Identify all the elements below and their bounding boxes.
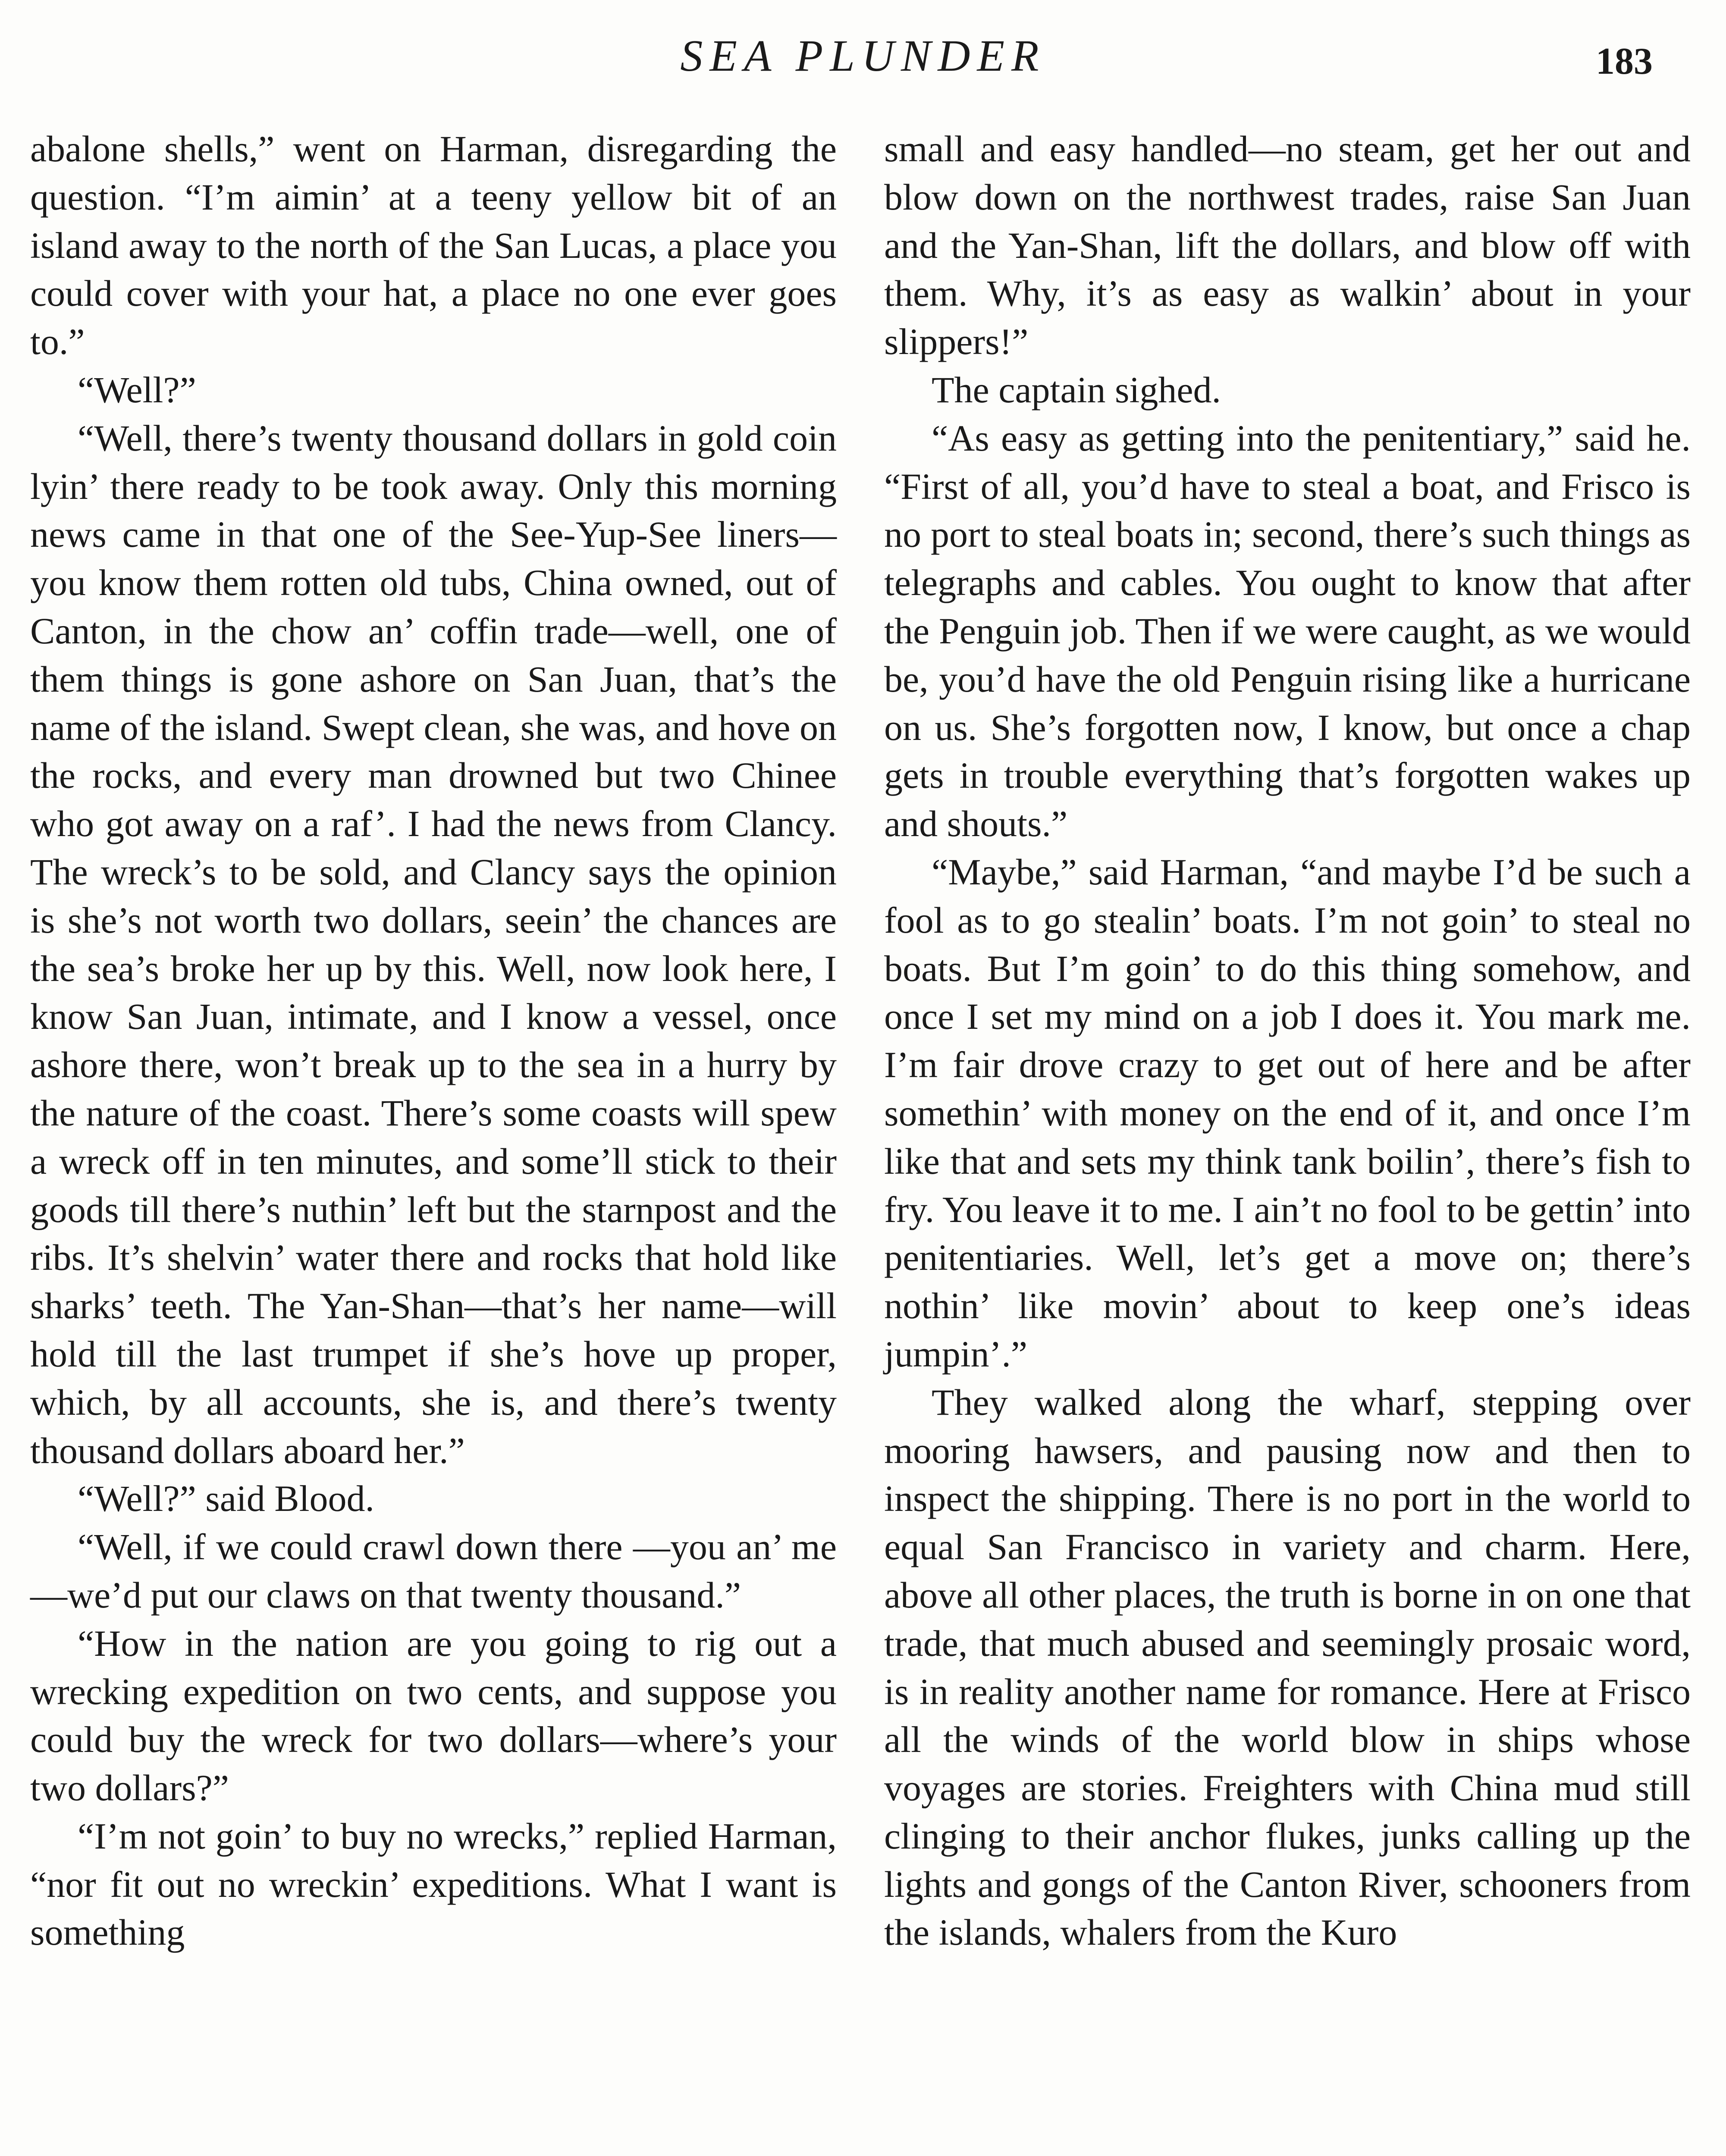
paragraph: abalone shells,” went on Harman, disregarding the question. “I’m aimin’ at a teeny yellow bit of an island away to the north of the San Lucas, a place you could cover with your hat, a place no one ever goes to.” [30, 128, 837, 363]
paragraph: “Well, there’s twenty thousand dollars in gold coin lyin’ there ready to be took away. Only this morning news came in that one of the See-Yup-See liners—you know them rotten old tubs, China owned, out of Canton, in the chow an’ coffin trade—well, one of them things is gone ashore on San Juan, that’s the name of the island. Swept clean, she was, and hove on the rocks, and every man drowned but two Chinee who got away on a raf’. I had the news from Clancy. The wreck’s to be sold, and Clancy says the opinion is she’s not worth two dollars, seein’ the chances are the sea’s broke her up by this. Well, now look here, I know San Juan, intimate, and I know a vessel, once ashore there, won’t break up to the sea in a hurry by the nature of the coast. There’s some coasts will spew a wreck off in ten minutes, and some’ll stick to their goods till there’s nuthin’ left but the starnpost and the ribs. It’s shelvin’ water there and rocks that hold like sharks’ teeth. The Yan-Shan—that’s her name—will hold till the last trumpet if she’s hove up proper, which, by all accounts, she is, and there’s twenty thousand dollars aboard her.” [30, 417, 837, 1471]
paragraph: “Maybe,” said Harman, “and maybe I’d be such a fool as to go stealin’ boats. I’m not goin’ to steal no boats. But I’m goin’ to do this thing somehow, and once I set my mind on a job I does it. You mark me. I’m fair drove crazy to get out of here and be after somethin’ with money on the end of it, and once I’m like that and sets my think tank boilin’, there’s fish to fry. You leave it to me. I ain’t no fool to be gettin’ into penitentiaries. Well, let’s get a move on; there’s nothin’ like movin’ about to keep one’s ideas jumpin’.” [884, 851, 1691, 1375]
paragraph: small and easy handled—no steam, get her out and blow down on the northwest trades, raise San Juan and the Yan-Shan, lift the dollars, and blow off with them. Why, it’s as easy as walkin’ about in your slippers!” [884, 128, 1691, 363]
paragraph: “As easy as getting into the penitentiary,” said he. “First of all, you’d have to steal a boat, and Frisco is no port to steal boats in; second, there’s such things as telegraphs and cables. You ought to know that after the Penguin job. Then if we were caught, as we would be, you’d have the old Penguin rising like a hurricane on us. She’s forgotten now, I know, but once a chap gets in trouble everything that’s forgotten wakes up and shouts.” [884, 417, 1691, 845]
paragraph: “Well?” [78, 369, 196, 411]
paragraph: They walked along the wharf, stepping over mooring hawsers, and pausing now and then to inspect the shipping. There is no port in the world to equal San Francisco in variety and charm. Here, above all other places, the truth is borne in on one that trade, that much abused and seemingly prosaic word, is in reality another name for romance. Here at Frisco all the winds of the world blow in ships whose voyages are stories. Freighters with China mud still clinging to their anchor flukes, junks calling up the lights and gongs of the Canton River, schooners from the islands, whalers from the Kuro [884, 1381, 1691, 1953]
right-column [884, 125, 1691, 1957]
paragraph: “Well, if we could crawl down there —you an’ me—we’d put our claws on that twenty thousand.” [30, 1526, 837, 1616]
paragraph: “I’m not goin’ to buy no wrecks,” replied Harman, “nor fit out no wreckin’ expeditions. What I want is something [30, 1815, 837, 1953]
paragraph: “Well?” said Blood. [78, 1478, 375, 1520]
left-column [30, 125, 837, 1957]
running-head: SEA PLUNDER [680, 31, 1046, 81]
page-number: 183 [1596, 41, 1653, 82]
paragraph: The captain sighed. [932, 369, 1221, 411]
paragraph: “How in the nation are you going to rig out a wrecking expedition on two cents, and suppose you could buy the wreck for two dollars—where’s your two dollars?” [30, 1622, 837, 1809]
